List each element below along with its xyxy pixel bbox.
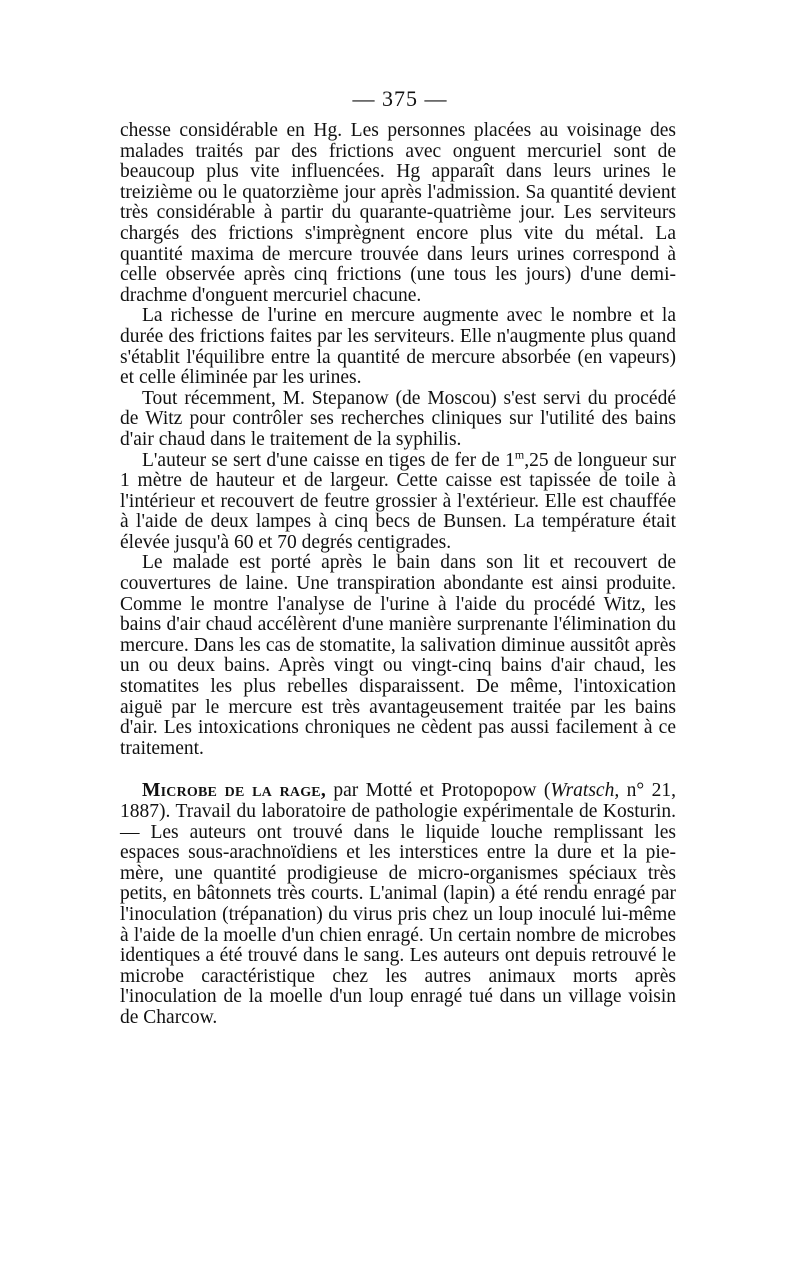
entry-title: Microbe de la rage, xyxy=(142,780,326,802)
unit-superscript: m xyxy=(514,447,525,461)
entry-microbe-rage xyxy=(120,781,676,1028)
paragraph-malade: Le malade est porté après le bain dans son lit et recouvert de couvertures de laine. Une transpiration abondante est ainsi produite. Comme le montre l'analyse de l'urine à l'aide du procédé Witz, les bains d'air chaud accélèrent d'une manière surprenante l'élimination du mercure. Dans les cas de stomatite, la salivation diminue aussitôt après un ou deux bains. Après vingt ou vingt-cinq bains d'air chaud, les stomatites les plus rebelles disparaissent. De même, l'intoxication aiguë par le mercure est très avantageusement traitée par les bains d'air. Les intoxications chroniques ne cèdent pas aussi facilement à ce traitement. xyxy=(120,552,676,759)
entry-journal: Wratsch, xyxy=(550,780,620,802)
entry-authors: par Motté et Protopopow ( xyxy=(325,780,551,802)
page-number: — 375 — xyxy=(352,86,448,111)
entry-citation: n° 21, 1887). Travail du laboratoire de pathologie expérimentale de Kosturin. — Les auteurs ont trouvé dans le liquide louche remplissant les espaces sous-arachnoïdiens et les interstices entre la dure et la pie-mère, une quantité prodigieuse de micro-organismes spéciaux très petits, en bâtonnets très courts. L'animal (lapin) a été rendu enragé par l'inoculation (trépanation) du virus pris chez un loup inoculé lui-même à l'aide de la moelle d'un chien enragé. Un certain nombre de microbes identiques a été trouvé dans le sang. Les auteurs ont depuis retrouvé le microbe caractéristique chez les autres animaux morts après l'inoculation de la moelle d'un loup enragé tué dans un village voisin de Charcow. xyxy=(120,780,676,1028)
paragraph-caisse-text: L'auteur se sert d'une caisse en tiges de fer de 1$^m$,25 de longueur sur 1 mètre de hauteur et de largeur. Cette caisse est tapissée de toile à l'intérieur et recouvert de feutre grossier à l'extérieur. Elle est chauffée à l'aide de deux lampes à cinq becs de Bunsen. La température était élevée jusqu'à 60 et 70 degrés centigrades. xyxy=(120,447,676,553)
section-gap xyxy=(120,759,676,781)
paragraph-stepanow: Tout récemment, M. Stepanow (de Moscou) s'est servi du procédé de Witz pour contrôler ses recherches cliniques sur l'utilité des bains d'air chaud dans le traitement de la syphilis. xyxy=(120,387,676,450)
paragraph-caisse xyxy=(120,447,676,554)
paragraph-continuation: chesse considérable en Hg. Les personnes placées au voisinage des malades traités par des frictions avec onguent mercuriel sont de beaucoup plus vite influencées. Hg apparaît dans leurs urines le treizième ou le quatorzième jour après l'admission. Sa quantité devient très considérable à partir du quarante-quatrième jour. Les serviteurs chargés des frictions s'imprègnent encore plus vite du métal. La quantité maxima de mercure trouvée dans leurs urines correspond à celle observée après cinq frictions (une tous les jours) d'une demi-drachme d'onguent mercuriel chacune. xyxy=(120,120,676,306)
body-text xyxy=(120,121,676,1029)
paragraph-urine-richness: La richesse de l'urine en mercure augmente avec le nombre et la durée des frictions faites par les serviteurs. Elle n'augmente plus quand s'établit l'équilibre entre la quantité de mercure absorbée (en vapeurs) et celle éliminée par les urines. xyxy=(120,305,676,389)
